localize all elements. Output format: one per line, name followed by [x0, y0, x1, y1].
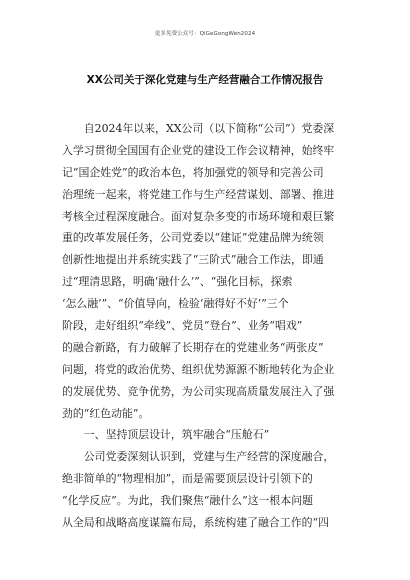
body-line: 记“国企姓党”的政治本色，将加强党的领导和完善公司 — [62, 165, 324, 179]
body-line: 绝非简单的“物理相加”，而是需要顶层设计引领下的 — [62, 472, 313, 486]
header-note: 更多免费公众号：QiGeGongWen2024 — [154, 31, 256, 37]
body-line: 问题，将党的政治优势、组织优势源源不断地转化为企业 — [62, 362, 335, 376]
body-line: 自2024年以来，XX公司（以下简称“公司”）党委深 — [62, 122, 335, 135]
document-title: XX公司关于深化党建与生产经营融合工作情况报告 — [86, 74, 324, 86]
body-line: 创新性地提出并系统实践了“三阶式”融合工作法，即通 — [62, 253, 324, 267]
body-line: 考核全过程深度融合。面对复杂多变的市场环境和艰巨繁 — [62, 209, 335, 223]
body-line: 公司党委深刻认识到，党建与生产经营的深度融合， — [62, 450, 335, 464]
body-line: 治理统一起来，将党建工作与生产经营谋划、部署、推进 — [62, 187, 335, 201]
section-heading: 一、坚持顶层设计，筑牢融合“压舱石” — [62, 428, 270, 442]
body-line: 入学习贯彻全国国有企业党的建设工作会议精神，始终牢 — [62, 143, 335, 157]
body-line: 阶段，走好组织“牵线”、党员“登台”、业务“唱戏” — [62, 319, 303, 333]
body-line: 重的改革发展任务，公司党委以“建证”党建品牌为统领 — [62, 231, 324, 245]
body-line: 过“理清思路，明确‘融什么’”、“强化目标，探索 — [62, 275, 293, 289]
body-line: 的发展优势、竞争优势，为公司实现高质量发展注入了强 — [62, 384, 335, 398]
body-line: 的融合新路，有力破解了长期存在的党建业务“两张皮” — [62, 340, 324, 354]
body-line: ‘怎么融’”、“价值导向，检验‘融得好不好’”三个 — [62, 297, 289, 311]
body-line: “化学反应”。为此，我们聚焦“融什么”这一根本问题 — [62, 494, 313, 508]
body-line: 从全局和战略高度谋篇布局，系统构建了融合工作的“四 — [62, 516, 329, 530]
body-line: 劲的“红色动能”。 — [62, 406, 150, 420]
body-text — [62, 118, 352, 534]
